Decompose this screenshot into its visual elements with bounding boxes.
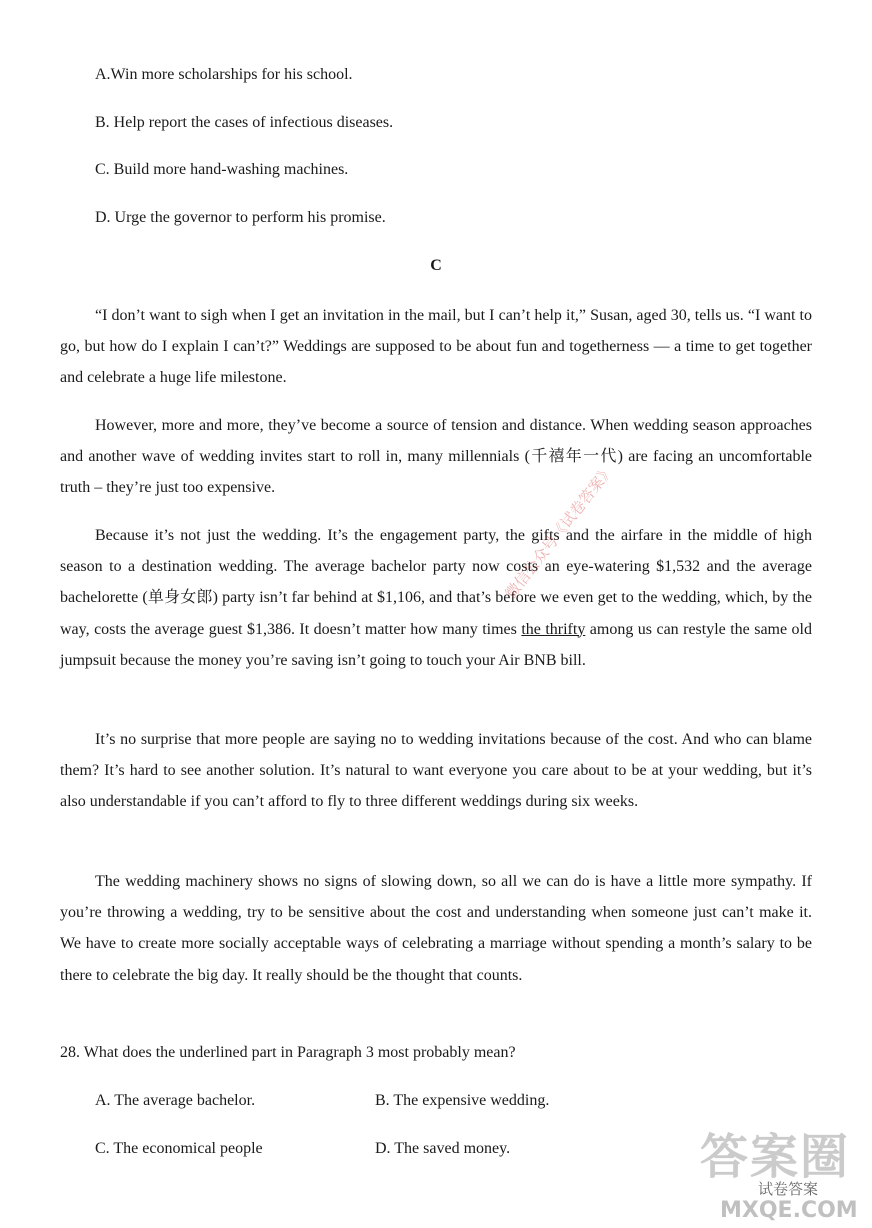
- paragraph-5: The wedding machinery shows no signs of slowing down, so all we can do is have a little more sympathy. If you’re throwing a wedding, try to be sensitive about the cost and understanding when someone just can’t make it. We have to create more socially acceptable ways of celebrating a marriage without spending a month’s salary to be there to celebrate the big day. It really should be the thought that counts.: [60, 873, 812, 984]
- site-logo: [700, 1118, 870, 1226]
- choice-b: B. The expensive wedding.: [375, 1092, 550, 1109]
- logo-url: MXQE.COM: [720, 1198, 858, 1223]
- watermark: 微信公众号《试卷答案》: [501, 461, 618, 603]
- paragraph-4: It’s no surprise that more people are saying no to wedding invitations because of the cost. And who can blame them? It’s hard to see another solution. It’s natural to want everyone you care about to be at your wedding, but it’s also understandable if you can’t afford to fly to three different weddings during six weeks.: [60, 731, 812, 811]
- choice-d: D. The saved money.: [375, 1140, 511, 1157]
- choice-c: C. The economical people: [95, 1140, 263, 1157]
- logo-subtitle: 试卷答案: [758, 1180, 819, 1198]
- paragraph-1: “I don’t want to sigh when I get an invitation in the mail, but I can’t help it,” Susan, aged 30, tells us. “I want to go, but how do I explain I can’t?” Weddings are supposed to be about fun and togetherness — a time to get together and celebrate a huge life milestone.: [60, 307, 812, 387]
- prev-option-a: A.Win more scholarships for his school.: [95, 66, 353, 83]
- choice-a: A. The average bachelor.: [95, 1092, 256, 1109]
- paragraph-3: [60, 520, 812, 676]
- paragraph-3-text-a: Because it’s not just the wedding. It’s the engagement party, the gifts and the airfare in the middle of high season to a destination wedding. The average bachelor party now costs an eye-watering $1,532 and the average bachelorette (单身女郎) party isn’t far behind at $1,106, and that’s before we even get to the wedding, which, by the way, costs the average guest $1,386. It doesn’t matter how many times: [60, 527, 812, 638]
- prev-option-c: C. Build more hand-washing machines.: [95, 161, 349, 178]
- prev-option-b: B. Help report the cases of infectious diseases.: [95, 114, 394, 131]
- question-28: 28. What does the underlined part in Paragraph 3 most probably mean?: [60, 1044, 516, 1061]
- logo-title: 答案圈: [700, 1129, 851, 1185]
- paragraph-3-text-b: among us can restyle the same old jumpsuit because the money you’re saving isn’t going to touch your Air BNB bill.: [60, 620, 812, 669]
- underlined-phrase: the thrifty: [521, 620, 586, 638]
- prev-option-d: D. Urge the governor to perform his promise.: [95, 209, 386, 226]
- paragraph-2: However, more and more, they’ve become a source of tension and distance. When wedding season approaches and another wave of wedding invites start to roll in, many millennials (千禧年一代) are facing an uncomfortable truth – they’re just too expensive.: [60, 417, 812, 497]
- section-heading: C: [430, 257, 442, 274]
